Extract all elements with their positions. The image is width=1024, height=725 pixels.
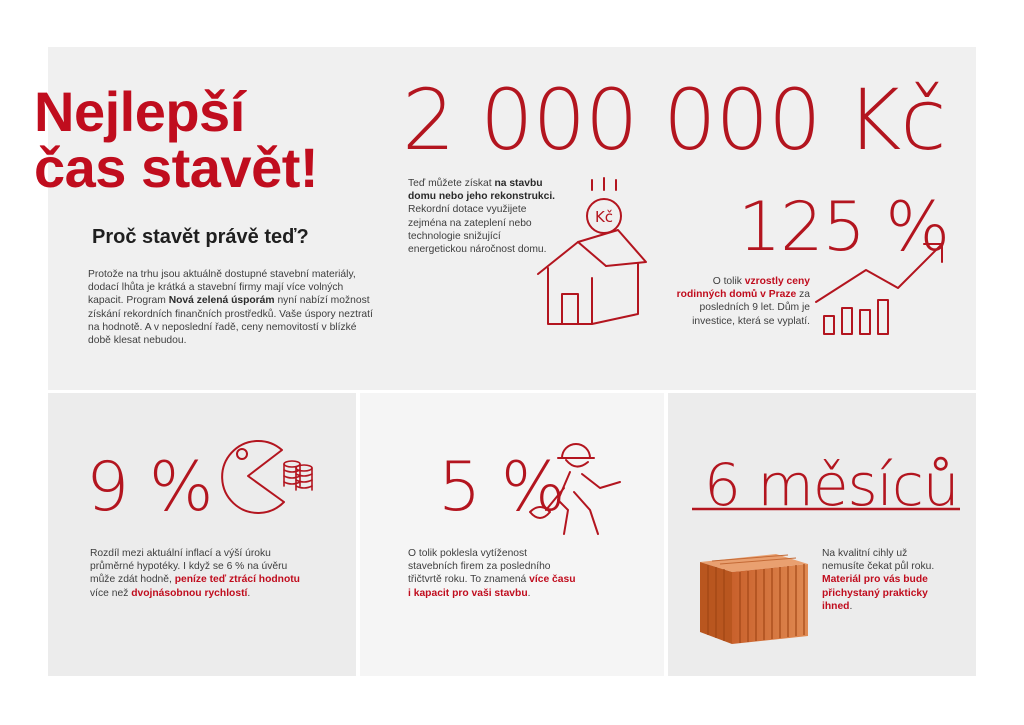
page-title <box>34 80 319 199</box>
intro-paragraph: Protože na trhu jsou aktuálně dostupné stavební materiály, dodací lhůta je krátká a stavební firmy mají více volných kapacit. Program Nová zelená úsporám nyní nabízí možnost získání rekordních finančních prostředků. Vaše úspory neztratí na hodnotě. A v neposlední řadě, ceny nemovitostí v blízké době klesat nebudou. <box>88 269 373 347</box>
utilization-percent: 5 % <box>438 448 565 527</box>
inflation-percent: 9 % <box>86 448 213 527</box>
utilization-paragraph: O tolik poklesla vytíženost stavebních firem za posledního třičtvrtě roku. To znamená více času i kapacit pro vaši stavbu. <box>408 548 576 599</box>
title-line-2: čas stavět! <box>34 136 319 199</box>
subsidy-amount: 2 000 000 Kč <box>402 71 946 169</box>
inflation-paragraph: Rozdíl mezi aktuální inflací a výší úroku průměrné hypotéky. I když se 6 % na úvěru může zdát hodně, peníze teď ztrácí hodnotu více než dvojnásobnou rychlostí. <box>90 548 300 599</box>
price-growth-paragraph: O tolik vzrostly ceny rodinných domů v Praze za posledních 9 let. Dům je investice, která se vyplatí. <box>676 276 810 327</box>
title-line-1: Nejlepší <box>34 80 245 143</box>
waiting-time: 6 měsíců <box>704 451 959 519</box>
coin-label: Kč <box>594 208 614 226</box>
brick-image <box>692 544 816 646</box>
construction-worker-icon <box>524 438 634 538</box>
strikethrough-line <box>692 506 960 512</box>
subsidy-paragraph: Teď můžete získat na stavbu domu nebo jeho rekonstrukci. Rekordní dotace využijete zejména na zateplení nebo technologie snižující energetickou náročnost domu. <box>408 178 556 256</box>
price-growth-percent: 125 % <box>738 188 950 267</box>
section-subtitle: Proč stavět právě teď? <box>92 226 309 248</box>
pacman-coins-icon <box>204 428 324 528</box>
delivery-paragraph: Na kvalitní cihly už nemusíte čekat půl roku. Materiál pro vás bude přichystaný prakticky ihned. <box>822 548 935 612</box>
growth-chart-icon <box>812 238 952 338</box>
house-coin-icon <box>530 178 650 328</box>
